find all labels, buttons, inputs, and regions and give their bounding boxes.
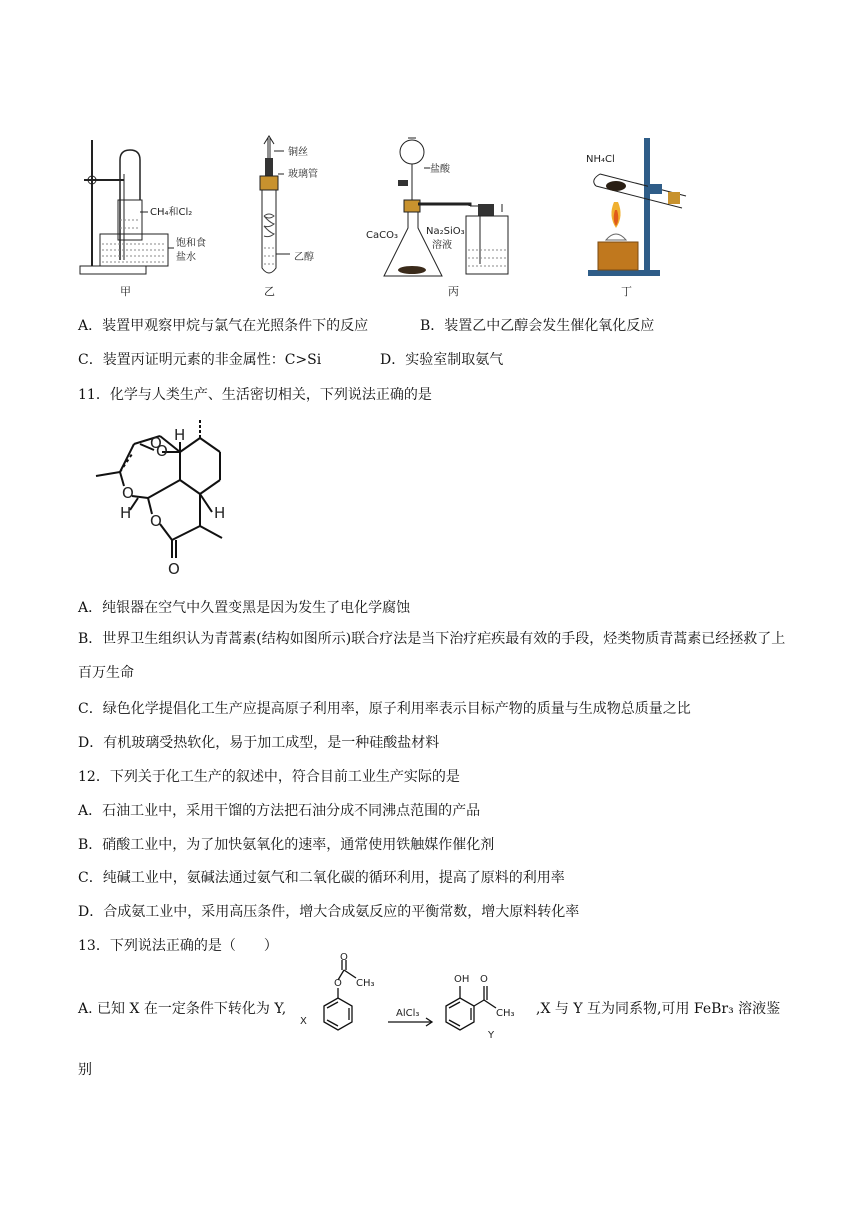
q11-option-d: D．有机玻璃受热软化，易于加工成型，是一种硅酸盐材料 [78,735,440,751]
bing-acid-label: 盐酸 [430,164,450,175]
structure-o3: O [156,442,168,460]
product-ch3-label: CH₃ [496,1008,515,1019]
q10-option-a: A．装置甲观察甲烷与氯气在光照条件下的反应 [78,318,369,334]
q12-option-d: D．合成氨工业中，采用高压条件，增大合成氨反应的平衡常数，增大原料转化率 [78,904,580,920]
reactant-ch3-label: CH₃ [356,978,375,989]
structure-o1: O [150,434,162,452]
q12-option-a: A．石油工业中，采用干馏的方法把石油分成不同沸点范围的产品 [78,803,481,819]
q12-stem: 12．下列关于化工生产的叙述中，符合目前工业生产实际的是 [78,769,460,785]
product-y-label: Y [488,1030,495,1041]
product-o-label: O [480,974,488,985]
structure-o5: O [168,560,180,578]
structure-h2: H [120,504,132,522]
ding-reagent-label: NH₄Cl [586,154,615,165]
structure-o2: O [122,484,134,502]
q10-option-c: C．装置丙证明元素的非金属性：C>Si [78,352,322,368]
q10-option-d: D．实验室制取氨气 [380,352,504,368]
structure-o4: O [150,512,162,530]
q11-option-c: C．绿色化学提倡化工生产应提高原子利用率，原子利用率表示目标产物的质量与生成物总质量之比 [78,701,691,717]
yi-tube-label: 玻璃管 [288,169,318,180]
q11-stem: 11．化学与人类生产、生活密切相关，下列说法正确的是 [78,387,432,403]
apparatus-jia-diagram [74,130,224,280]
apparatus-ding-caption: 丁 [621,285,632,298]
q13-option-a-continued: 别 [78,1062,92,1078]
jia-water-label-2: 盐水 [176,252,196,263]
q12-option-b: B．硝酸工业中，为了加快氨氧化的速率，通常使用铁触媒作催化剂 [78,837,495,853]
jia-water-label-1: 饱和食 [176,238,206,249]
reaction-arrow-label: AlCl₃ [396,1008,420,1019]
apparatus-bing-diagram [362,132,532,282]
q12-option-c: C．纯碱工业中，氨碱法通过氨气和二氧化碳的循环利用，提高了原料的利用率 [78,870,565,886]
reaction-scheme [296,952,536,1046]
reactant-x-label: X [300,1016,307,1027]
q10-option-b: B．装置乙中乙醇会发生催化氧化反应 [420,318,655,334]
reactant-o-label: O [334,978,342,989]
product-oh-label: OH [454,974,470,985]
yi-liquid-label: 乙醇 [294,252,314,263]
structure-h1: H [174,426,186,444]
q13-option-a-suffix: ,X 与 Y 互为同系物,可用 FeBr₃ 溶液鉴 [536,1001,781,1017]
structure-h3: H [214,504,226,522]
q13-stem: 13．下列说法正确的是（ ） [78,938,278,954]
apparatus-yi-diagram [250,136,360,281]
bing-sol-label-1: Na₂SiO₃ [426,226,465,237]
bing-solid-label: CaCO₃ [366,230,398,241]
yi-wire-label: 铜丝 [288,147,308,158]
apparatus-jia-caption: 甲 [120,285,131,298]
apparatus-ding-diagram [582,136,692,281]
apparatus-bing-caption: 丙 [448,285,459,298]
apparatus-yi-caption: 乙 [264,285,275,298]
artemisinin-structure [80,414,260,584]
bing-sol-label-2: 溶液 [432,240,452,251]
q11-option-b: B．世界卫生组织认为青蒿素(结构如图所示)联合疗法是当下治疗疟疾最有效的手段，烃类物质青蒿素已经拯救了上百万生命 [78,631,786,681]
q11-option-a: A．纯银器在空气中久置变黑是因为发生了电化学腐蚀 [78,600,411,616]
jia-gas-label: CH₄和Cl₂ [150,207,193,218]
reactant-carbonyl-o-label: O [340,952,348,963]
q13-option-a-prefix: A. 已知 X 在一定条件下转化为 Y, [78,1001,287,1017]
